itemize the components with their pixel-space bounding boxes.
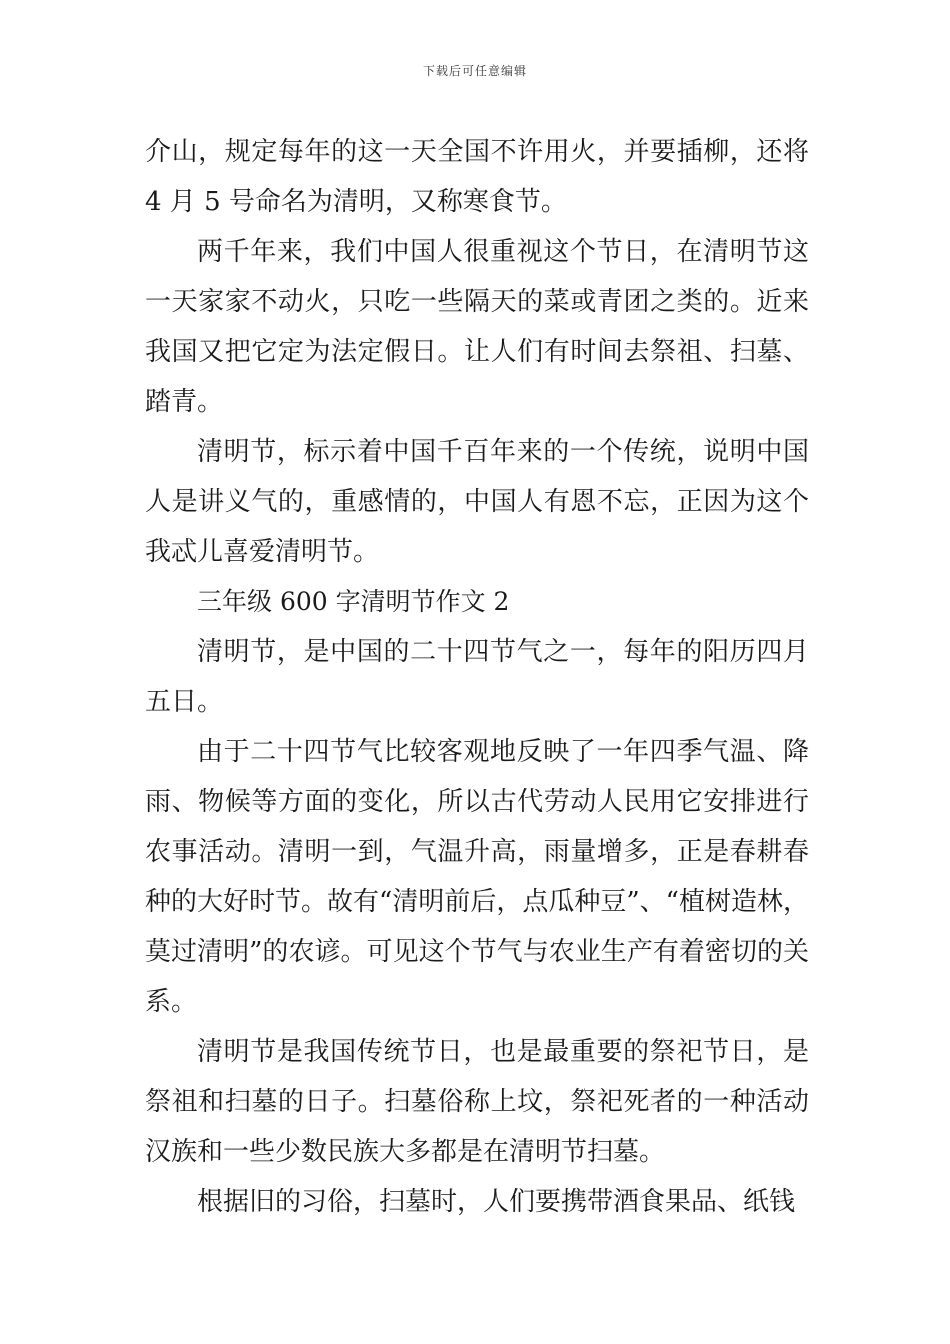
page-header-note: 下载后可任意编辑 bbox=[422, 64, 527, 78]
paragraph-continuation: 介山，规定每年的这一天全国不许用火，并要插柳，还将 4 月 5 号命名为清明，又称寒食节。 bbox=[145, 137, 809, 217]
paragraph: 由于二十四节气比较客观地反映了一年四季气温、降雨、物候等方面的变化，所以古代劳动人民用它安排进行农事活动。清明一到，气温升高，雨量增多，正是春耕春种的大好时节。故有“清明前后，点瓜种豆”、“植树造林，莫过清明”的农谚。可见这个节气与农业生产有着密切的关系。 bbox=[145, 737, 809, 1017]
paragraph: 清明节是我国传统节日，也是最重要的祭祀节日，是祭祖和扫墓的日子。扫墓俗称上坟，祭祀死者的一种活动汉族和一些少数民族大多都是在清明节扫墓。 bbox=[145, 1037, 809, 1167]
section-heading: 三年级 600 字清明节作文 2 bbox=[197, 587, 510, 616]
paragraph: 清明节，标示着中国千百年来的一个传统，说明中国人是讲义气的，重感情的，中国人有恩不忘，正因为这个我忒儿喜爱清明节。 bbox=[145, 437, 809, 567]
paragraph: 根据旧的习俗，扫墓时，人们要携带酒食果品、纸钱 bbox=[197, 1187, 796, 1217]
paragraph: 清明节，是中国的二十四节气之一，每年的阳历四月五日。 bbox=[145, 637, 809, 717]
paragraph: 两千年来，我们中国人很重视这个节日，在清明节这一天家家不动火，只吃一些隔天的菜或青团之类的。近来我国又把它定为法定假日。让人们有时间去祭祖、扫墓、踏青。 bbox=[145, 237, 809, 417]
document-body bbox=[145, 127, 809, 1227]
